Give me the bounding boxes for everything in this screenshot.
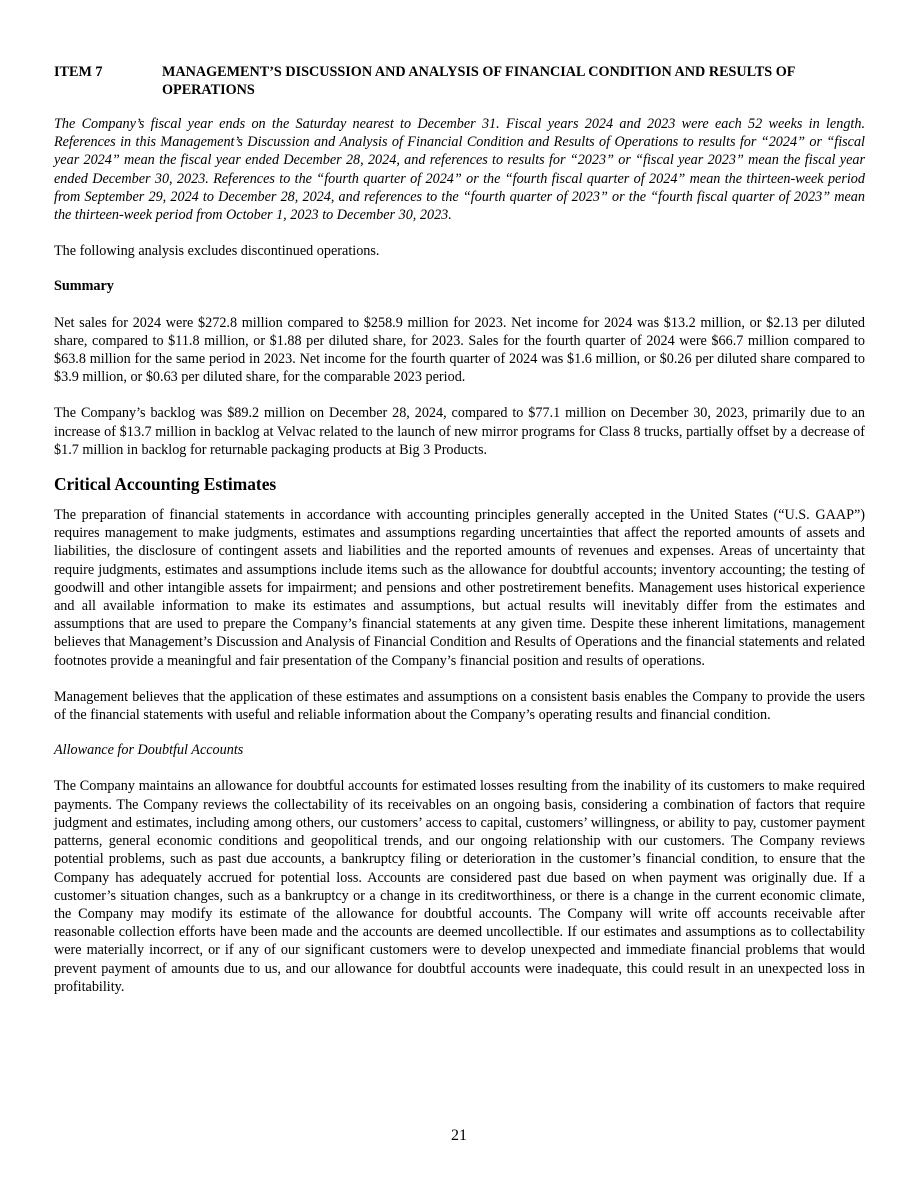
page-number: 21 bbox=[451, 1127, 467, 1144]
item-heading bbox=[54, 64, 865, 99]
critical-paragraph-consistency: Management believes that the application of these estimates and assumptions on a consistent basis enables the Company to provide the users of the financial statements with useful and reliable information about the Company’s operating results and financial condition. bbox=[54, 688, 865, 724]
allowance-heading: Allowance for Doubtful Accounts bbox=[54, 742, 244, 759]
document-page bbox=[54, 64, 865, 996]
summary-paragraph-backlog: The Company’s backlog was $89.2 million on December 28, 2024, compared to $77.1 million on December 30, 2023, primarily due to an increase of $13.7 million in backlog at Velvac related to the launch of new mirror programs for Class 8 trucks, partially offset by a decrease of $1.7 million in backlog for returnable packaging products at Big 3 Products. bbox=[54, 405, 865, 458]
summary-heading: Summary bbox=[54, 278, 114, 295]
allowance-paragraph: The Company maintains an allowance for doubtful accounts for estimated losses resulting from the inability of its customers to make required payments. The Company reviews the collectability of its receivables on an ongoing basis, considering a combination of factors that require judgment and estimates, including among others, our customers’ access to capital, customers’ willingness, or ability to pay, customer payment patterns, general economic conditions and geopolitical trends, and our ongoing relationship with our customers. The Company reviews potential problems, such as past due accounts, a bankruptcy filing or deterioration in the customer’s financial condition, to ensure that the Company has adequately accrued for potential loss. Accounts are considered past due based on when payment was originally due. If a customer’s situation changes, such as a bankruptcy or a change in its creditworthiness, or there is a change in the current economic climate, the Company may modify its estimate of the allowance for doubtful accounts. The Company will write off accounts receivable after reasonable collection efforts have been made and the accounts are deemed uncollectible. If our estimates and assumptions as to collectability were materially incorrect, or if any of our significant customers were to develop unexpected and immediate financial problems that would prevent payment of amounts due to us, and our allowance for doubtful accounts were inadequate, this could result in an unexpected loss in profitability. bbox=[54, 778, 865, 995]
analysis-note: The following analysis excludes discontinued operations. bbox=[54, 243, 380, 260]
item-number: ITEM 7 bbox=[54, 64, 103, 80]
summary-paragraph-sales: Net sales for 2024 were $272.8 million compared to $258.9 million for 2023. Net income for 2024 was $13.2 million, or $2.13 per diluted share, compared to $11.8 million, or $1.88 per diluted share, for 2023. Sales for the fourth quarter of 2024 were $66.7 million compared to $63.8 million for the same period in 2023. Net income for the fourth quarter of 2024 was $1.6 million, or $0.26 per diluted share compared to $3.9 million, or $0.63 per diluted share, for the comparable 2023 period. bbox=[54, 314, 865, 386]
fiscal-year-intro: The Company’s fiscal year ends on the Saturday nearest to December 31. Fiscal years 2024 and 2023 were each 52 weeks in length. References in this Management’s Discussion and Analysis of Financial Condition and Results of Operations to results for “2024” or “fiscal year 2024” mean the fiscal year ended December 28, 2024, and references to results for “2023” or “fiscal year 2023” mean the fiscal year ended December 30, 2023. References to the “fourth quarter of 2024” or the “fourth fiscal quarter of 2024” mean the thirteen-week period from September 29, 2024 to December 28, 2024, and references to the “fourth quarter of 2023” or the “fourth fiscal quarter of 2023” mean the thirteen-week period from October 1, 2023 to December 30, 2023. bbox=[54, 116, 865, 224]
item-title: MANAGEMENT’S DISCUSSION AND ANALYSIS OF FINANCIAL CONDITION AND RESULTS OF OPERATIONS bbox=[162, 64, 795, 98]
critical-accounting-heading: Critical Accounting Estimates bbox=[54, 474, 277, 495]
critical-paragraph-preparation: The preparation of financial statements in accordance with accounting principles generally accepted in the United States (“U.S. GAAP”) requires management to make judgments, estimates and assumptions regarding uncertainties that affect the reported amounts of assets and liabilities, the disclosure of contingent assets and liabilities and the reported amounts of revenues and expenses. Areas of uncertainty that require judgments, estimates and assumptions include items such as the allowance for doubtful accounts; inventory accounting; the testing of goodwill and other intangible assets for impairment; and pensions and other postretirement benefits. Management uses historical experience and all available information to make its estimates and assumptions, but actual results will inevitably differ from the estimates and assumptions that are used to prepare the Company’s financial statements at any given time. Despite these inherent limitations, management believes that Management’s Discussion and Analysis of Financial Condition and Results of Operations and the financial statements and related footnotes provide a meaningful and fair presentation of the Company’s financial position and results of operations. bbox=[54, 507, 865, 669]
